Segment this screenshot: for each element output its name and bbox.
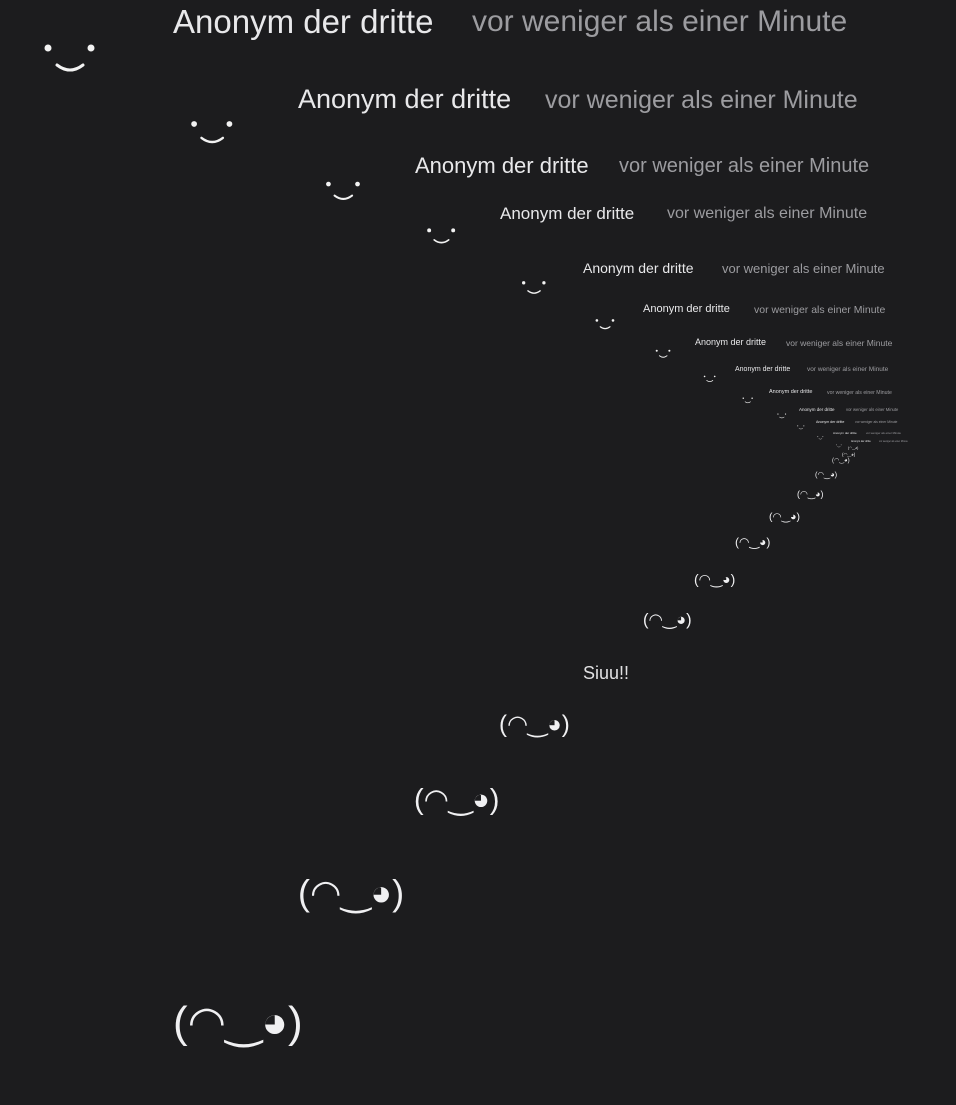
smiley-face-icon: [426, 227, 458, 246]
smiley-face-icon: [655, 349, 672, 359]
comment-author: Anonym der dritte: [415, 153, 589, 178]
kaomoji: (◠‿◕): [298, 872, 405, 913]
kaomoji: (◠‿◕): [815, 470, 838, 479]
smiley-face-icon: [797, 425, 805, 430]
comment-time: vor weniger als einer Minute: [786, 338, 893, 348]
kaomoji-large: (◠‿◕): [173, 998, 303, 1047]
comment-time: vor weniger als einer Minute: [879, 441, 908, 443]
comment-author: Anonym der dritte: [799, 407, 835, 412]
comment-author: Anonym der dritte: [500, 204, 635, 223]
comment-time: vor weniger als einer Minute: [827, 390, 892, 396]
kaomoji: (◠‿◕): [769, 511, 800, 523]
kaomoji: (◠‿◕): [848, 446, 859, 450]
comment-author: Anonym der dritte: [735, 366, 791, 373]
kaomoji: (◠‿◕): [832, 458, 850, 464]
kaomoji: (◠‿◕): [797, 489, 824, 499]
comment-time: vor weniger als einer Minute: [472, 5, 848, 38]
comment-author: Anonym der dritte: [816, 420, 845, 424]
comment-author: Anonym der dritte: [173, 3, 434, 40]
comment-time: vor weniger als einer Minute: [619, 155, 870, 177]
smiley-face-icon: [817, 436, 824, 440]
comment-author: Anonym der dritte: [851, 440, 871, 443]
kaomoji: (◠‿◕): [842, 452, 856, 457]
comment-author: Anonym der dritte: [583, 260, 694, 276]
smiley-face-icon: [742, 397, 754, 404]
kaomoji: (◠‿◕): [643, 611, 692, 629]
smiley-face-icon: [43, 42, 99, 76]
comment-time: vor weniger als einer Minute: [754, 304, 886, 316]
kaomoji: (◠‿◕): [735, 535, 771, 549]
comment-author: Anonym der dritte: [643, 303, 730, 315]
comment-time: vor weniger als einer Minute: [667, 205, 868, 222]
center-message: Siuu!!: [583, 663, 630, 683]
kaomoji: (◠‿◕): [414, 784, 500, 816]
kaomoji: (◠‿◕): [499, 711, 570, 738]
comment-time: vor weniger als einer Minute: [807, 366, 889, 373]
comment-author: Anonym der dritte: [695, 337, 767, 347]
comment-author: Anonym der dritte: [833, 431, 857, 435]
smiley-face-icon: [325, 180, 363, 203]
comment-author: Anonym der dritte: [769, 389, 813, 395]
smiley-face-icon: [595, 318, 616, 331]
kaomoji: (◠‿◕): [694, 571, 736, 587]
comment-time: vor weniger als einer Minute: [545, 86, 858, 114]
smiley-face-icon: [190, 119, 236, 147]
comment-author: Anonym der dritte: [298, 84, 512, 114]
smiley-face-icon: [521, 280, 548, 296]
smiley-face-icon: [777, 413, 787, 419]
comment-time: vor weniger als einer Minute: [866, 431, 901, 435]
comment-time: vor weniger als einer Minute: [722, 261, 885, 276]
smiley-face-icon: [836, 444, 842, 448]
smiley-face-icon: [703, 375, 717, 383]
comment-time: vor weniger als einer Minute: [846, 407, 899, 412]
comment-time: vor weniger als einer Minute: [855, 420, 898, 424]
